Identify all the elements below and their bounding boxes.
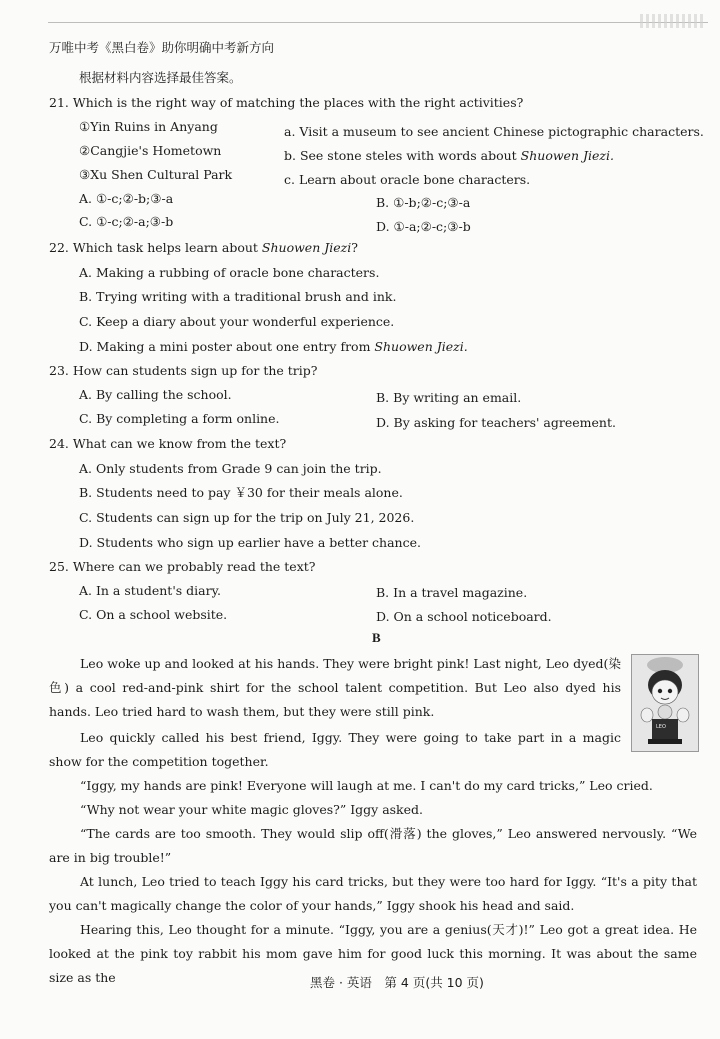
q25-option-c[interactable]: C. On a school website. [79, 607, 228, 622]
q21-option-a[interactable]: A. ①-c;②-b;③-a [79, 191, 174, 206]
q21-option-d[interactable]: D. ①-a;②-c;③-b [376, 219, 471, 234]
q22-option-d[interactable]: D. Making a mini poster about one entry from Shuowen Jiezi. [79, 339, 468, 354]
instruction: 根据材料内容选择最佳答案。 [79, 70, 242, 85]
q21-act-b-book: Shuowen Jiezi. [520, 148, 614, 163]
q24-option-b[interactable]: B. Students need to pay ￥30 for their meals alone. [79, 485, 403, 500]
q25-option-d[interactable]: D. On a school noticeboard. [376, 609, 552, 624]
q24-option-c[interactable]: C. Students can sign up for the trip on July 21, 2026. [79, 510, 415, 525]
section-b-title: B [372, 630, 381, 645]
q22-option-c[interactable]: C. Keep a diary about your wonderful experience. [79, 314, 395, 329]
top-rule [48, 22, 708, 23]
q21-act-c: c. Learn about oracle bone characters. [284, 172, 531, 187]
passage-paragraph-3: “Iggy, my hands are pink! Everyone will laugh at me. I can't do my card tricks,” Leo cried. [80, 778, 653, 793]
corner-mark [640, 14, 706, 28]
q24-stem: 24. What can we know from the text? [49, 436, 287, 451]
passage-paragraph-1: Leo woke up and looked at his hands. They were bright pink! Last night, Leo dyed(染色) a cool red-and-pink shirt for the school talent competition. But Leo also dyed his hands. Leo tried hard to wash them, but they were still pink. [49, 656, 621, 719]
q24-option-a[interactable]: A. Only students from Grade 9 can join the trip. [79, 461, 382, 476]
leo-illustration [631, 654, 699, 752]
q25-stem: 25. Where can we probably read the text? [49, 559, 316, 574]
q21-option-b[interactable]: B. ①-b;②-c;③-a [376, 195, 471, 210]
q23-option-c[interactable]: C. By completing a form online. [79, 411, 280, 426]
passage-paragraph-7: Hearing this, Leo thought for a minute. “Iggy, you are a genius(天才)!” Leo got a great idea. He looked at the pink toy rabbit his mom gave him for good luck this morning. It was about the same size as the [49, 922, 697, 985]
passage-paragraph-6: At lunch, Leo tried to teach Iggy his card tricks, but they were too hard for Iggy. “It's a pity that you can't magically change the color of your hands,” Iggy shook his head and said. [49, 874, 697, 913]
passage-paragraph-2: Leo quickly called his best friend, Iggy. They were going to take part in a magic show for the competition together. [49, 730, 621, 769]
q23-option-a[interactable]: A. By calling the school. [79, 387, 232, 402]
q25-option-a[interactable]: A. In a student's diary. [79, 583, 221, 598]
passage-paragraph-4: “Why not wear your white magic gloves?” Iggy asked. [80, 802, 424, 817]
q21-place-2: ②Cangjie's Hometown [79, 143, 222, 158]
q21-place-1: ①Yin Ruins in Anyang [79, 119, 218, 134]
q21-place-3: ③Xu Shen Cultural Park [79, 167, 233, 182]
q24-option-d[interactable]: D. Students who sign up earlier have a better chance. [79, 535, 421, 550]
q22-option-a[interactable]: A. Making a rubbing of oracle bone characters. [79, 265, 380, 280]
q22-option-b[interactable]: B. Trying writing with a traditional brush and ink. [79, 289, 397, 304]
q23-option-d[interactable]: D. By asking for teachers' agreement. [376, 415, 616, 430]
leo-hat-label: LEO [656, 724, 666, 730]
q25-option-b[interactable]: B. In a travel magazine. [376, 585, 528, 600]
q23-option-b[interactable]: B. By writing an email. [376, 390, 522, 405]
q21-stem: 21. Which is the right way of matching the places with the right activities? [49, 95, 524, 110]
q21-option-c[interactable]: C. ①-c;②-a;③-b [79, 214, 174, 229]
q21-act-b: b. See stone steles with words about Shuowen Jiezi. [284, 148, 614, 163]
q21-act-a: a. Visit a museum to see ancient Chinese pictographic characters. [284, 124, 704, 139]
q22-stem: 22. Which task helps learn about Shuowen Jiezi? [49, 240, 358, 255]
passage-paragraph-5: “The cards are too smooth. They would slip off(滑落) the gloves,” Leo answered nervously. “We are in big trouble!” [49, 826, 697, 865]
q23-stem: 23. How can students sign up for the trip? [49, 363, 318, 378]
page-footer: 黑卷 · 英语 第 4 页(共 10 页) [310, 975, 484, 990]
page-header: 万唯中考《黑白卷》助你明确中考新方向 [49, 40, 275, 55]
